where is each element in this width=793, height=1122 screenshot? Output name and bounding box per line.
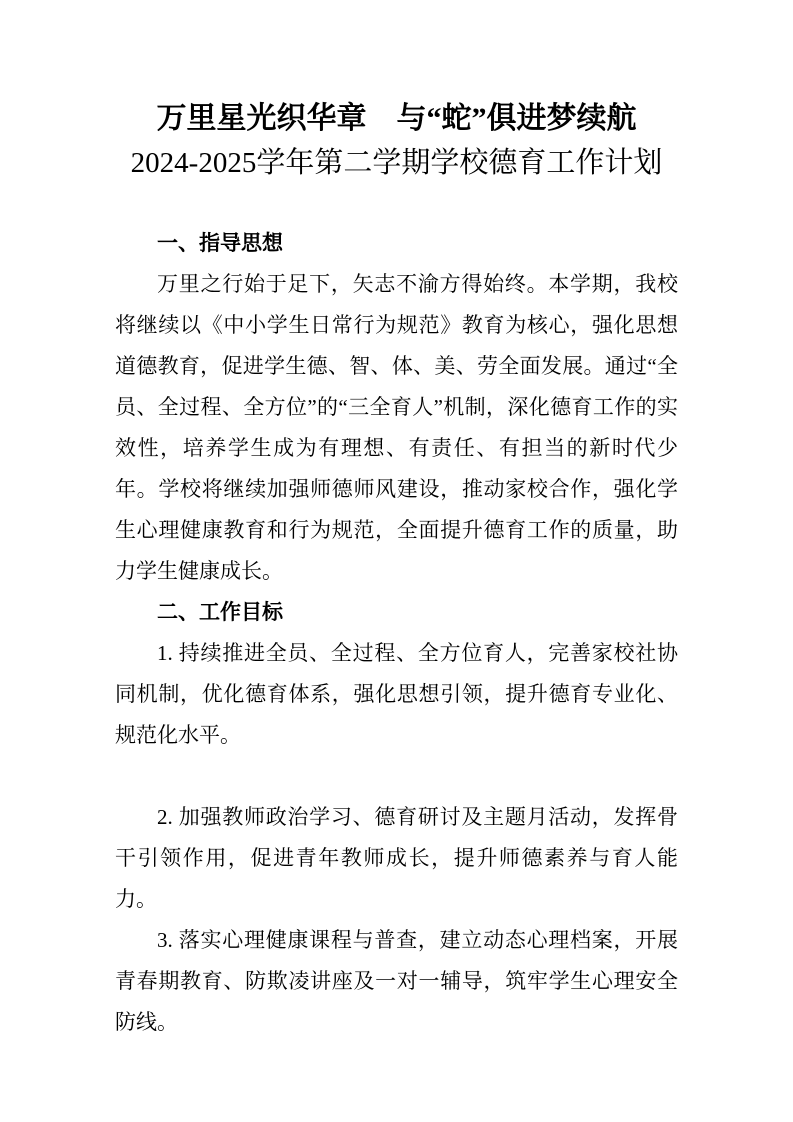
- document-title-block: [0, 0, 793, 186]
- document-title-subtitle: 2024-2025学年第二学期学校德育工作计划: [130, 147, 663, 179]
- paragraph-goal-1: 1. 持续推进全员、全过程、全方位育人，完善家校社协同机制，优化德育体系，强化思想引领，提升德育专业化、规范化水平。: [115, 641, 678, 747]
- paragraph-goal-2: 2. 加强教师政治学习、德育研讨及主题月活动，发挥骨干引领作用，促进青年教师成长，提升师德素养与育人能力。: [115, 805, 678, 911]
- section-heading-work-goals: 二、工作目标: [157, 601, 283, 624]
- paragraph-goal-3: 3. 落实心理健康课程与普查，建立动态心理档案，开展青春期教育、防欺凌讲座及一对一辅导，筑牢学生心理安全防线。: [115, 928, 678, 1034]
- document-title-main: 万里星光织华章 与“蛇”俱进梦续航: [156, 102, 637, 135]
- section-heading-guiding-ideology: 一、指导思想: [157, 232, 283, 255]
- document-body: [115, 223, 678, 1043]
- paragraph-guiding-ideology: 万里之行始于足下，矢志不渝方得始终。本学期，我校将继续以《中小学生日常行为规范》教育为核心，强化思想道德教育，促进学生德、智、体、美、劳全面发展。通过“全员、全过程、全方位”的“三全育人”机制，深化德育工作的实效性，培养学生成为有理想、有责任、有担当的新时代少年。学校将继续加强师德师风建设，推动家校合作，强化学生心理健康教育和行为规范，全面提升德育工作的质量，助力学生健康成长。: [115, 272, 678, 583]
- paragraph-empty-line: [115, 756, 678, 797]
